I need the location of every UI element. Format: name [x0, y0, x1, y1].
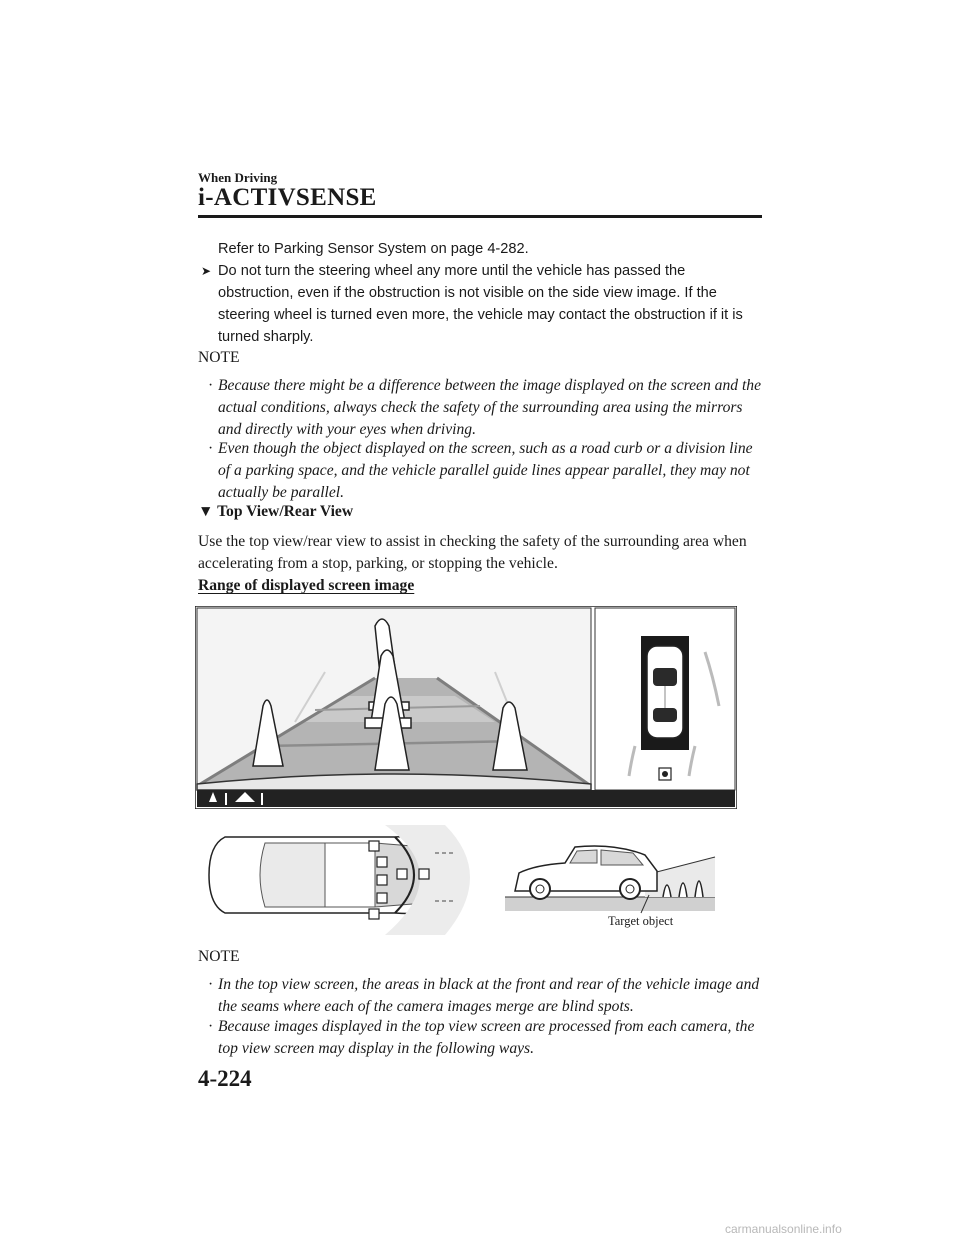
section-paragraph: Use the top view/rear view to assist in checking the safety of the surrounding area when accelerating from a stop, parking, or stopping the vehicle. [198, 533, 747, 572]
note-item-text: Even though the object displayed on the screen, such as a road curb or a division line of a parking space, and the vehicle parallel guide lines appear parallel, they may not actually be parallel. [218, 440, 753, 501]
camera-screen-illustration [195, 606, 737, 809]
page-number: 4-224 [198, 1066, 252, 1091]
chapter-title: i-ACTIVSENSE [198, 184, 377, 211]
bullet: · [208, 1018, 214, 1035]
section-heading [198, 503, 353, 521]
bullet: · [208, 440, 214, 457]
rear-view-panel [197, 608, 591, 790]
note-item-text: Because images displayed in the top view screen are processed from each camera, the top view screen may display in the following ways. [218, 1018, 755, 1057]
note-label: NOTE [198, 948, 240, 965]
bullet: · [208, 377, 214, 394]
note-item-text: Because there might be a difference between the image displayed on the screen and the actual conditions, always check the safety of the surrounding area using the mirrors and directly with your eyes when driving. [218, 377, 762, 438]
note-item-text: In the top view screen, the areas in black at the front and rear of the vehicle image and the seams where each of the camera images merge are blind spots. [218, 976, 760, 1015]
section-heading-text: Top View/Rear View [217, 503, 354, 520]
figure-subheading: Range of displayed screen image [198, 577, 415, 594]
header-rule [198, 215, 762, 218]
section-label: When Driving [198, 170, 278, 185]
warning-item-text: Do not turn the steering wheel any more until the vehicle has passed the obstruction, even if the obstruction is not visible on the side view image. If the steering wheel is turned even more, the vehicle may contact the obstruction if it is turned sharply. [218, 263, 743, 345]
top-view-panel [595, 608, 735, 790]
triangle-down-icon: ▼ [198, 503, 214, 520]
target-object-label: Target object [608, 914, 674, 928]
camera-status-bar [197, 790, 735, 807]
car-side-view [505, 846, 715, 913]
note-label: NOTE [198, 349, 240, 366]
arrow-right-icon: ➤ [201, 264, 212, 278]
watermark: carmanualsonline.info [725, 1222, 842, 1236]
bullet: · [208, 976, 214, 993]
warning-reference: Refer to Parking Sensor System on page 4-282. [218, 241, 529, 257]
